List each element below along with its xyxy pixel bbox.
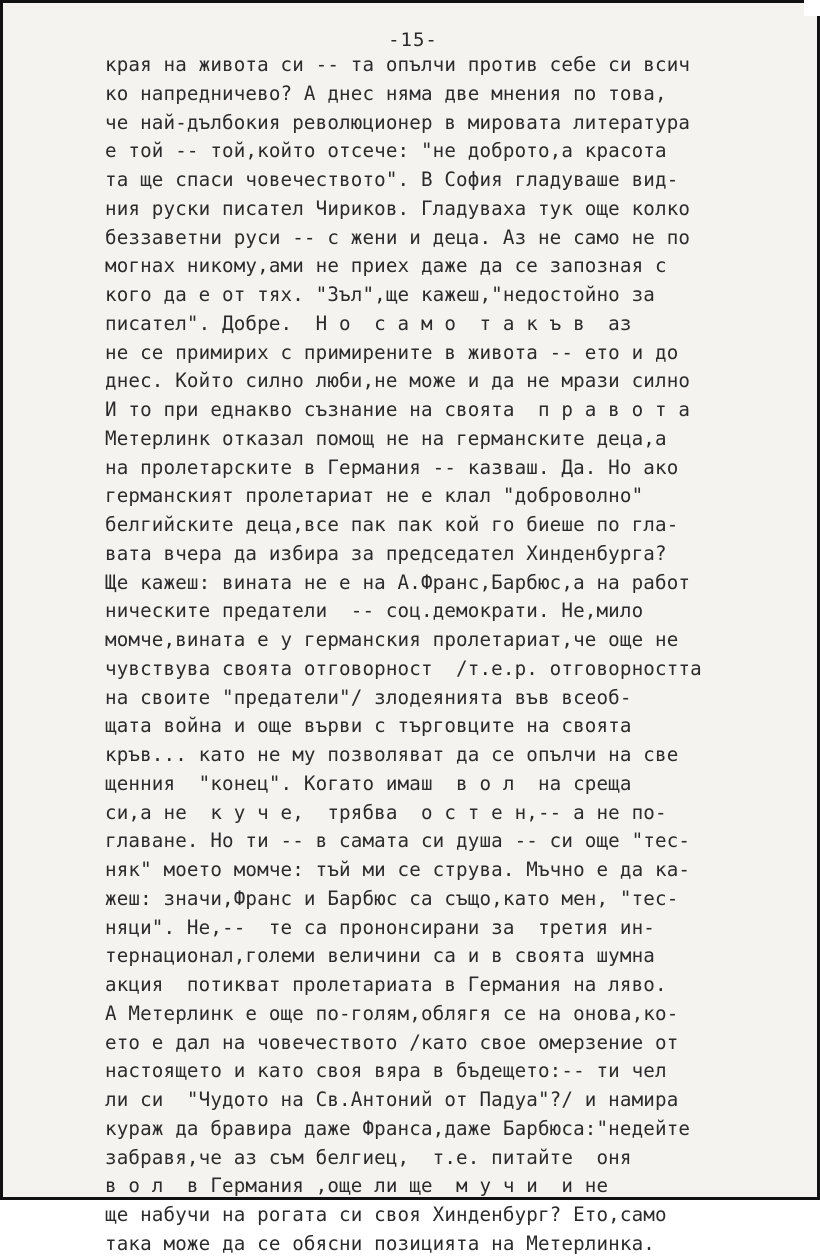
text-line: акция потикват пролетариата в Германия на ляво. — [105, 973, 667, 996]
text-line: няци". Не,-- те са прононсирани за третия ин- — [105, 915, 655, 939]
text-line: е той -- той,който отсече: "не доброто,а красота — [105, 139, 667, 163]
text-line: така може да се обясни позицията на Метерлинка. — [105, 1231, 655, 1255]
page-corner — [804, 0, 820, 16]
text-line: не се примирих с примирените в живота -- ето и до — [105, 340, 679, 364]
text-line: щенния "конец". Когато имаш в о л на среща — [105, 771, 632, 795]
typed-text-body — [105, 51, 805, 1259]
text-line: писател". Добре. Н о с а м о т а к ъ в аз — [105, 311, 632, 335]
text-line: ли си "Чудото на Св.Антоний от Падуа"?/ и намира — [105, 1088, 679, 1111]
text-line: кураж да бравира даже Франса,даже Барбюса:"недейте — [105, 1116, 691, 1140]
text-line: си,а не к у ч е, трябва о с т е н,-- а не по- — [105, 800, 667, 824]
text-line: днес. Който силно люби,не може и да не мрази силно — [105, 369, 691, 393]
text-line: жеш: значи,Франс и Барбюс са също,като мен, "тес- — [105, 886, 679, 910]
text-line: щата война и още върви с търговците на своята — [105, 714, 632, 738]
text-line: ще набучи на рогата си своя Хинденбург? Ето,само — [105, 1203, 667, 1226]
text-line: ния руски писател Чириков. Гладуваха тук още колко — [105, 196, 691, 220]
text-line: на своите "предатели"/ злодеянията във всеоб- — [105, 685, 632, 709]
text-line: забравя,че аз съм белгиец, т.е. питайте оня — [105, 1145, 632, 1169]
text-line: белгийските деца,все пак пак кой го биеше по гла- — [105, 513, 679, 536]
text-line: беззаветни руси -- с жени и деца. Аз не само не по — [105, 225, 691, 249]
text-line: ето е дал на човечеството /като свое омерзение от — [105, 1030, 679, 1054]
text-line: края на живота си -- та опълчи против себе си всич — [105, 53, 691, 76]
text-line: германският пролетариат не е клал "доброволно" — [105, 484, 644, 508]
text-line: на пролетарските в Германия -- казваш. Да. Но ако — [105, 455, 679, 479]
text-line: могнах никому,ами не приех даже да се запозная с — [105, 254, 667, 278]
text-line: Метерлинк отказал помощ не на германските деца,а — [105, 426, 667, 450]
text-line: настоящето и като своя вяра в бъдещето:-- ти чел — [105, 1059, 667, 1083]
text-line: кръв... като не му позволяват да се опълчи на све — [105, 743, 679, 766]
text-line: кого да е от тях. "Зъл",ще кажеш,"недостойно за — [105, 283, 655, 306]
text-line: Ще кажеш: вината не е на А.Франс,Барбюс,а на работ — [105, 570, 691, 594]
text-line: тернационал,големи величини са и в своята шумна — [105, 944, 655, 968]
text-line: че най-дълбокия революционер в мировата литература — [105, 110, 691, 134]
text-line: А Метерлинк е още по-голям,облягя се на онова,ко- — [105, 1001, 679, 1025]
text-line: вата вчера да избира за председател Хинденбурга? — [105, 541, 667, 565]
text-line: ко напредничево? А днес няма две мнения по това, — [105, 81, 667, 105]
text-line: ническите предатели -- соц.демократи. Не,мило — [105, 599, 644, 623]
text-line: И то при еднакво съзнание на своята п р а в о т а — [105, 398, 691, 421]
text-line: та ще спаси човечеството". В София гладуваше вид- — [105, 168, 679, 191]
text-line: главане. Но ти -- в самата си душа -- си още "тес- — [105, 829, 691, 853]
text-line: чувствува своята отговорност /т.е.р. отговорността — [105, 656, 702, 680]
text-line: няк" моето момче: тъй ми се струва. Мъчно е да ка- — [105, 858, 691, 881]
text-line: момче,вината е у германския пролетариат,че още не — [105, 628, 679, 651]
text-line: в о л в Германия ,още ли ще м у ч и и не — [105, 1174, 609, 1198]
page-number: -15- — [388, 29, 438, 51]
